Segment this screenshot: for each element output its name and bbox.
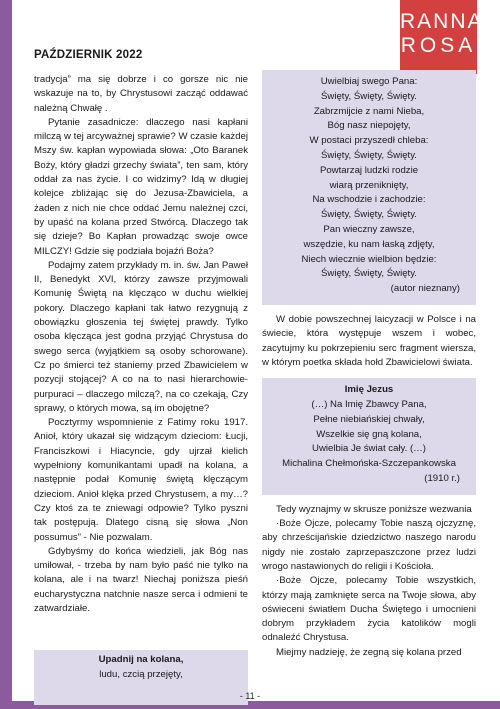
hymn-line: Uwielbia Je świat cały. (…) — [312, 443, 426, 455]
paragraph: ·Boże Ojcze, polecamy Tobie naszą ojczyznę, aby chrześcijańskie dziedzictwo naszego narodu nigdy nie zostało zaprzepaszczone przez ludzi wrogo nastawionych do religii i Kościoła. — [262, 518, 476, 572]
song-line: wszędzie, ku nam łaską zdjęty, — [303, 238, 435, 250]
logo-line-2: ROSA — [400, 34, 477, 57]
paragraph: tradycja” ma się dobrze i co gorsze nic nie wskazuje na to, by Chrystusowi zacząć oddawać należną Chwałę . — [34, 74, 248, 114]
hymn-author: Michalina Chełmońska-Szczepankowska — [282, 458, 456, 470]
paragraph: Tedy wyznajmy w skrusze poniższe wezwania — [276, 503, 472, 515]
hymn-line: (…) Na Imię Zbawcy Pana, — [311, 398, 427, 410]
song-line: Pan wieczny zawsze, — [323, 223, 415, 235]
paragraph: W dobie powszechnej laicyzacji w Polsce i na świecie, która występuje wszem i wobec, zacytujmy ku pokrzepieniu serc fragment wiersza, w którym poetka składa hołd Zbawicielowi świata. — [262, 313, 476, 368]
paragraph: Miejmy nadzieję, że zegną się kolana przed — [276, 646, 462, 658]
hymn-line: Pełne niebiańskiej chwały, — [313, 413, 425, 425]
song-line: Bóg nasz niepojęty, — [327, 120, 411, 132]
page-number: - 11 - — [239, 691, 261, 701]
logo-line-1: RANNA — [400, 10, 484, 33]
right-column — [262, 73, 476, 660]
song-continuation-box — [262, 70, 476, 305]
song-line: Święty, Święty, Święty. — [321, 209, 417, 221]
song-line: W postaci przyszedł chleba: — [309, 135, 429, 147]
song-author: (autor nieznany) — [390, 283, 460, 295]
song-title: Upadnij na kolana, — [98, 654, 184, 665]
song-line: Święty, Święty, Święty. — [321, 90, 417, 102]
song-line: Zabrzmijcie z nami Nieba, — [313, 105, 425, 117]
left-accent-bar — [0, 0, 12, 709]
hymn-line: Wszelkie się gną kolana, — [316, 428, 422, 440]
magazine-logo — [400, 0, 484, 74]
song-line: Uwielbiaj swego Pana: — [320, 76, 418, 87]
song-line: wiarą przeniknięty, — [329, 179, 409, 191]
paragraph: Pytanie zasadnicze: dlaczego nasi kapłani milczą w tej arcyważnej sprawie? W czasie każdej Mszy św. kapłan wypowiada słowa: „Oto Baranek Boży, który gładzi grzechy świata”, ten sam, który oddał za nas życie. I co widzimy? Idą w długiej kolejce zbliżając się do Jezusa-Zbawiciela, a żaden z nich nie chce oddać Jemu należnej czci, by upaść na kolana przed Stwórcą. Dlaczego tak się dzieje? Bo Kapłan prowadząc swoje owce MILCZY! Gdzie się podziała bojaźń Boża? — [34, 116, 248, 257]
song-line: Na wschodzie i zachodzie: — [312, 194, 426, 206]
song-line: Powtarzaj ludzki rodzie — [319, 164, 419, 176]
hymn-title: Imię Jezus — [344, 384, 394, 396]
paragraph: Gdybyśmy do końca wiedzieli, jak Bóg nas umiłował, - trzeba by nam było paść nie tylko na kolana, ale i na twarz! Niechaj poniższa pieśń eucharystyczna natchnie nasze serca i odmieni te zatwardziałe. — [34, 545, 248, 614]
hymn-box — [262, 378, 476, 495]
hymn-year: (1910 r.) — [424, 472, 460, 484]
song-line: Niech wiecznie wielbion będzie: — [301, 253, 437, 265]
song-line: ludu, czcią przejęty, — [99, 668, 183, 680]
issue-date: PAŹDZIERNIK 2022 — [34, 49, 143, 61]
song-line: Święty, Święty, Święty. — [321, 268, 417, 280]
left-column — [34, 73, 248, 616]
paragraph: Pocztyrmy wspomnienie z Fatimy roku 1917. Anioł, który ukazał się widzącym dzieciom: Łucji, Franciszkowi i Hiacyncie, gdy ujrzał kielich wypełniony komunikantami upadł na kolana, a następnie podał Komunię świętą klęczącym dzieciom. Anioł klęka przed Chrystusem, a my…? Czy ktoś za te zniewagi odpowie? Tylko pyszni tak postępują. Dlatego cisną się słowa „Non possumus” - Nie pozwalam. — [34, 417, 248, 543]
song-line: Święty, Święty, Święty. — [321, 149, 417, 161]
paragraph: Podajmy zatem przykłady m. in. św. Jan Paweł II, Benedykt XVI, którzy zawsze przyjmowali Komunię Świętą na klęcząco w duchu wielkiej pokory. Dlaczego kapłani tak łatwo rezygnują z obowiązku głoszenia tej świętej prawdy. Tylko osoba klęcząca jest godna przyjąć Chrystusa do swego serca (wyjątkiem są osoby schorowane). Cz po śmierci też staniemy przed Zbawicielem w pozycji stojącej? A co na to nasi hierarchowie-purpuraci – dlaczego milczą?, na co czekają, Czy sprawy, o których mowa, są im obojętne? — [34, 259, 248, 414]
paragraph: ·Boże Ojcze, polecamy Tobie wszystkich, którzy mają zamknięte serca na Twoje słowa, aby oświeceni światłem Ducha Świętego i umocnieni dobrym przykładem życia katolików mogli odnaleźć Chrystusa. — [262, 575, 476, 644]
